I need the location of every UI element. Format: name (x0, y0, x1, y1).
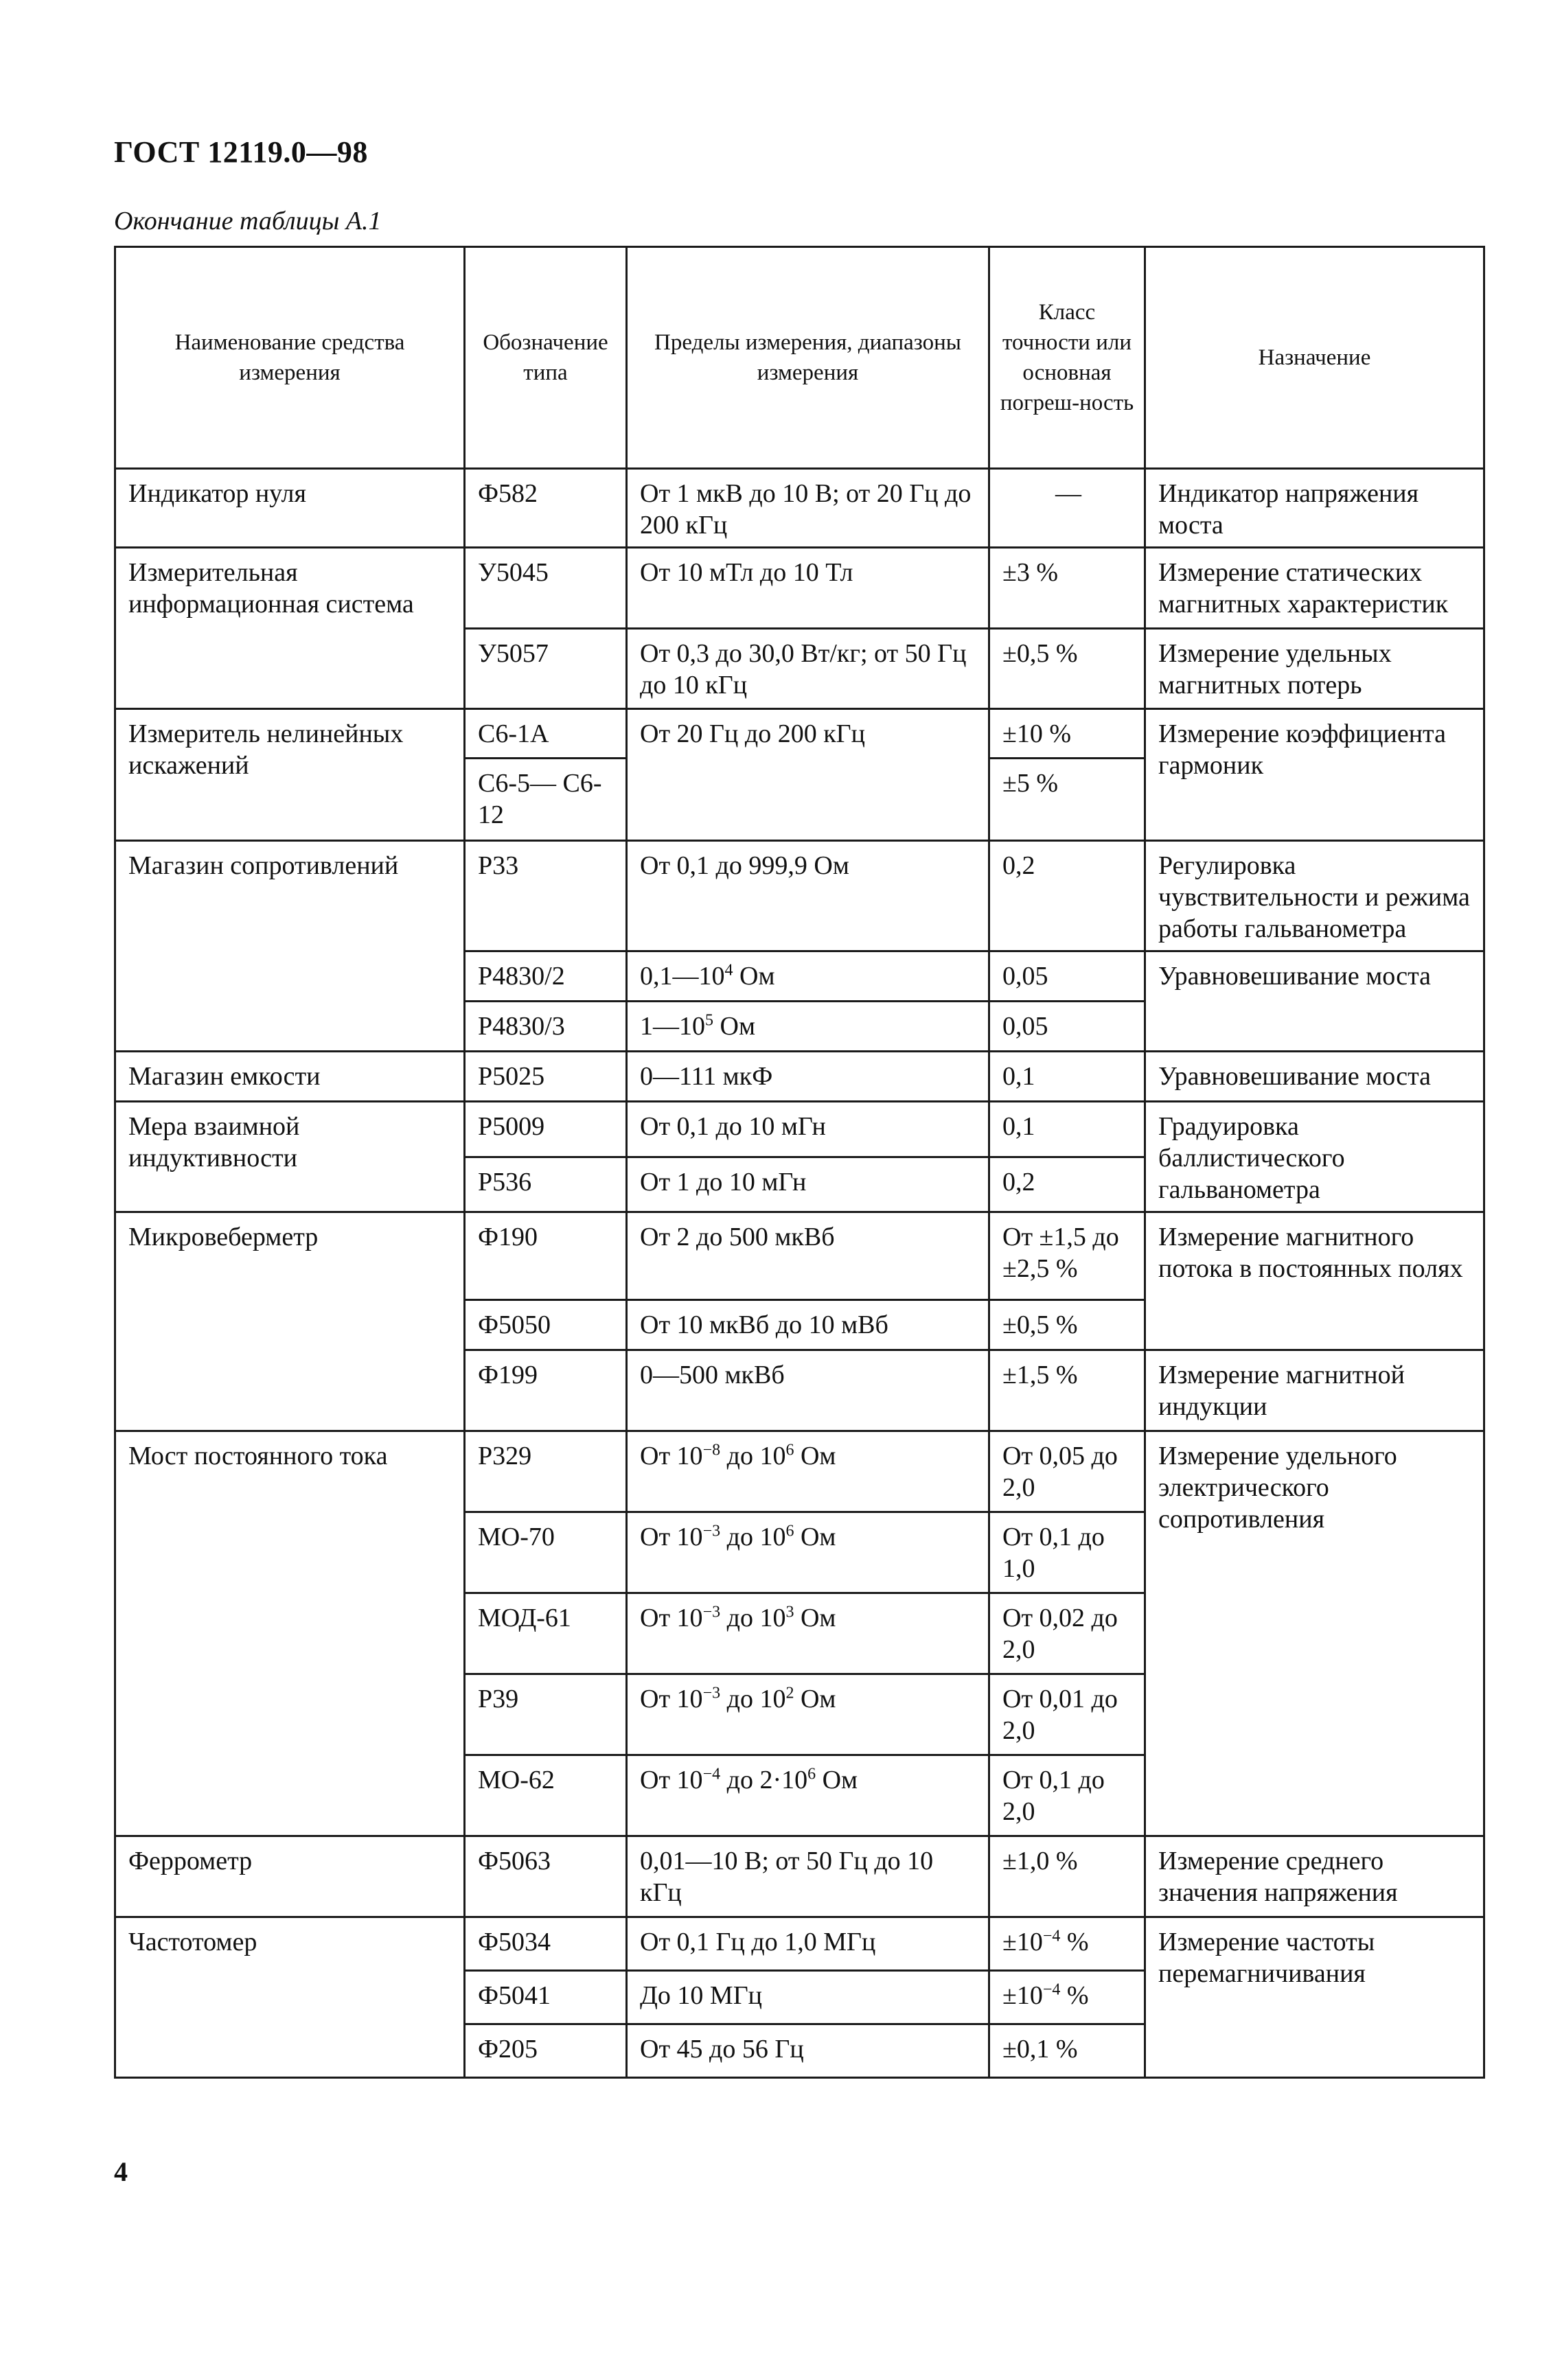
cell-purpose: Измерение магнитного потока в постоянных полях (1145, 1212, 1484, 1350)
cell-purpose: Регулировка чувствительности и режима работы гальванометра (1145, 841, 1484, 951)
column-header-range: Пределы измерения, диапазоны измерения (627, 247, 989, 469)
range-text: 0,1—10 (640, 962, 725, 991)
range-unit: Ом (733, 962, 775, 991)
cell-range: От 10 мкВб до 10 мВб (627, 1300, 989, 1350)
accuracy-exponent: −4 (1042, 1980, 1061, 1999)
cell-name: Магазин сопротивлений (115, 841, 465, 1052)
cell-type: Ф5050 (465, 1300, 627, 1350)
cell-range: До 10 МГц (627, 1971, 989, 2024)
table-row (115, 709, 1484, 759)
cell-purpose: Индикатор напряжения моста (1145, 469, 1484, 548)
cell-name: Магазин емкости (115, 1052, 465, 1102)
cell-type: МОД-61 (465, 1593, 627, 1674)
range-text: От 10 (640, 1685, 703, 1713)
cell-purpose: Градуировка баллистического гальванометра (1145, 1102, 1484, 1212)
cell-range: От 1 до 10 мГн (627, 1157, 989, 1212)
cell-range (627, 1593, 989, 1674)
cell-purpose: Измерение коэффициента гармоник (1145, 709, 1484, 841)
cell-type: Ф5063 (465, 1836, 627, 1917)
cell-range (627, 1512, 989, 1593)
column-header-accuracy: Класс точности или основная погреш-ность (989, 247, 1145, 469)
cell-name: Феррометр (115, 1836, 465, 1917)
cell-accuracy: 0,1 (989, 1102, 1145, 1157)
range-text: От 10 (640, 1604, 703, 1632)
cell-accuracy: ±0,5 % (989, 1300, 1145, 1350)
cell-type: Ф199 (465, 1350, 627, 1431)
accuracy-exponent: −4 (1042, 1927, 1061, 1945)
accuracy-unit: % (1060, 1928, 1089, 1956)
cell-accuracy: ±10 % (989, 709, 1145, 759)
range-text: От 10 (640, 1442, 703, 1470)
range-exponent: 3 (785, 1603, 794, 1621)
cell-type: Р4830/2 (465, 951, 627, 1002)
cell-range: 0,01—10 В; от 50 Гц до 10 кГц (627, 1836, 989, 1917)
cell-type: С6-5— С6-12 (465, 759, 627, 841)
range-text: до 10 (720, 1604, 786, 1632)
column-header-purpose: Назначение (1145, 247, 1484, 469)
cell-type: Ф5041 (465, 1971, 627, 2024)
page-number: 4 (114, 2156, 128, 2187)
range-exponent: 6 (785, 1441, 794, 1459)
cell-type: Р39 (465, 1674, 627, 1755)
cell-type: Ф5034 (465, 1917, 627, 1971)
cell-purpose: Измерение удельного электрического сопротивления (1145, 1431, 1484, 1836)
cell-type: Р5025 (465, 1052, 627, 1102)
range-unit: Ом (794, 1442, 836, 1470)
range-text: 1—10 (640, 1012, 705, 1041)
cell-range: От 45 до 56 Гц (627, 2024, 989, 2078)
cell-accuracy: От ±1,5 до ±2,5 % (989, 1212, 1145, 1300)
range-unit: Ом (713, 1012, 755, 1041)
range-exponent: −3 (702, 1522, 721, 1540)
cell-type: МО-70 (465, 1512, 627, 1593)
range-exponent: 6 (785, 1522, 794, 1540)
cell-accuracy: ±5 % (989, 759, 1145, 841)
accuracy-text: ±10 (1002, 1981, 1043, 2010)
cell-purpose: Измерение среднего значения напряжения (1145, 1836, 1484, 1917)
cell-type: Р329 (465, 1431, 627, 1512)
document-id: ГОСТ 12119.0—98 (114, 135, 368, 169)
table-row (115, 548, 1484, 629)
column-header-name: Наименование средства измерения (115, 247, 465, 469)
cell-name: Измеритель нелинейных искажений (115, 709, 465, 841)
cell-range: 0—111 мкФ (627, 1052, 989, 1102)
cell-range (627, 951, 989, 1002)
cell-purpose: Измерение магнитной индукции (1145, 1350, 1484, 1431)
cell-range (627, 1674, 989, 1755)
range-exponent: 4 (724, 961, 733, 980)
cell-name: Индикатор нуля (115, 469, 465, 548)
cell-accuracy: — (989, 469, 1145, 548)
cell-type: Ф582 (465, 469, 627, 548)
cell-range: 0—500 мкВб (627, 1350, 989, 1431)
cell-type: Ф205 (465, 2024, 627, 2078)
cell-accuracy: ±0,1 % (989, 2024, 1145, 2078)
range-text: до 10 (720, 1442, 786, 1470)
cell-range: От 2 до 500 мкВб (627, 1212, 989, 1300)
cell-accuracy: От 0,1 до 2,0 (989, 1755, 1145, 1836)
cell-accuracy: 0,05 (989, 1002, 1145, 1052)
range-unit: Ом (794, 1604, 836, 1632)
range-text: От 10 (640, 1766, 703, 1794)
cell-name: Микровеберметр (115, 1212, 465, 1431)
table-caption: Окончание таблицы А.1 (114, 207, 382, 235)
accuracy-text: ±10 (1002, 1928, 1043, 1956)
instruments-table (114, 246, 1485, 2079)
cell-type: Р5009 (465, 1102, 627, 1157)
cell-accuracy (989, 1917, 1145, 1971)
table-row (115, 1431, 1484, 1512)
cell-type: У5045 (465, 548, 627, 629)
range-exponent: −3 (702, 1684, 721, 1702)
range-exponent: −4 (702, 1765, 721, 1783)
cell-name: Мера взаимной индуктивности (115, 1102, 465, 1212)
cell-range (627, 1002, 989, 1052)
table-row (115, 1836, 1484, 1917)
cell-accuracy: ±0,5 % (989, 629, 1145, 709)
range-text: От 10 (640, 1523, 703, 1551)
cell-range: От 0,1 Гц до 1,0 МГц (627, 1917, 989, 1971)
range-exponent: 5 (705, 1011, 713, 1030)
table-row (115, 469, 1484, 548)
cell-accuracy: ±1,0 % (989, 1836, 1145, 1917)
table-row (115, 1212, 1484, 1300)
range-exponent: 2 (785, 1684, 794, 1702)
accuracy-unit: % (1060, 1981, 1089, 2010)
cell-purpose: Уравновешивание моста (1145, 951, 1484, 1052)
cell-type: МО-62 (465, 1755, 627, 1836)
cell-accuracy: От 0,1 до 1,0 (989, 1512, 1145, 1593)
cell-type: Ф190 (465, 1212, 627, 1300)
cell-purpose: Измерение частоты перемагничивания (1145, 1917, 1484, 2078)
cell-name: Мост постоянного тока (115, 1431, 465, 1836)
cell-type: Р33 (465, 841, 627, 951)
cell-range: От 0,1 до 10 мГн (627, 1102, 989, 1157)
cell-range (627, 1755, 989, 1836)
cell-range: От 10 мТл до 10 Тл (627, 548, 989, 629)
cell-range (627, 1431, 989, 1512)
range-exponent: −3 (702, 1603, 721, 1621)
table-header-row (115, 247, 1484, 469)
range-exponent: −8 (702, 1441, 721, 1459)
cell-type: У5057 (465, 629, 627, 709)
cell-purpose: Измерение статических магнитных характеристик (1145, 548, 1484, 629)
cell-purpose: Уравновешивание моста (1145, 1052, 1484, 1102)
cell-purpose: Измерение удельных магнитных потерь (1145, 629, 1484, 709)
range-text: до 10 (720, 1523, 786, 1551)
range-text: до 2·10 (720, 1766, 808, 1794)
cell-range: От 0,3 до 30,0 Вт/кг; от 50 Гц до 10 кГц (627, 629, 989, 709)
cell-accuracy: От 0,05 до 2,0 (989, 1431, 1145, 1512)
cell-type: С6-1А (465, 709, 627, 759)
cell-accuracy: ±3 % (989, 548, 1145, 629)
table-row (115, 1052, 1484, 1102)
cell-accuracy: От 0,02 до 2,0 (989, 1593, 1145, 1674)
cell-type: Р4830/3 (465, 1002, 627, 1052)
range-unit: Ом (816, 1766, 858, 1794)
cell-accuracy: ±1,5 % (989, 1350, 1145, 1431)
cell-name: Измерительная информационная система (115, 548, 465, 709)
table-row (115, 1102, 1484, 1157)
cell-range: От 0,1 до 999,9 Ом (627, 841, 989, 951)
range-unit: Ом (794, 1523, 836, 1551)
cell-accuracy: 0,2 (989, 841, 1145, 951)
column-header-type: Обозначение типа (465, 247, 627, 469)
cell-accuracy: 0,2 (989, 1157, 1145, 1212)
cell-type: Р536 (465, 1157, 627, 1212)
table-row (115, 841, 1484, 951)
cell-accuracy: От 0,01 до 2,0 (989, 1674, 1145, 1755)
cell-range: От 20 Гц до 200 кГц (627, 709, 989, 841)
cell-accuracy (989, 1971, 1145, 2024)
cell-range: От 1 мкВ до 10 В; от 20 Гц до 200 кГц (627, 469, 989, 548)
cell-accuracy: 0,05 (989, 951, 1145, 1002)
range-unit: Ом (794, 1685, 836, 1713)
table-row (115, 1917, 1484, 1971)
cell-name: Частотомер (115, 1917, 465, 2078)
range-text: до 10 (720, 1685, 786, 1713)
cell-accuracy: 0,1 (989, 1052, 1145, 1102)
range-exponent: 6 (807, 1765, 816, 1783)
